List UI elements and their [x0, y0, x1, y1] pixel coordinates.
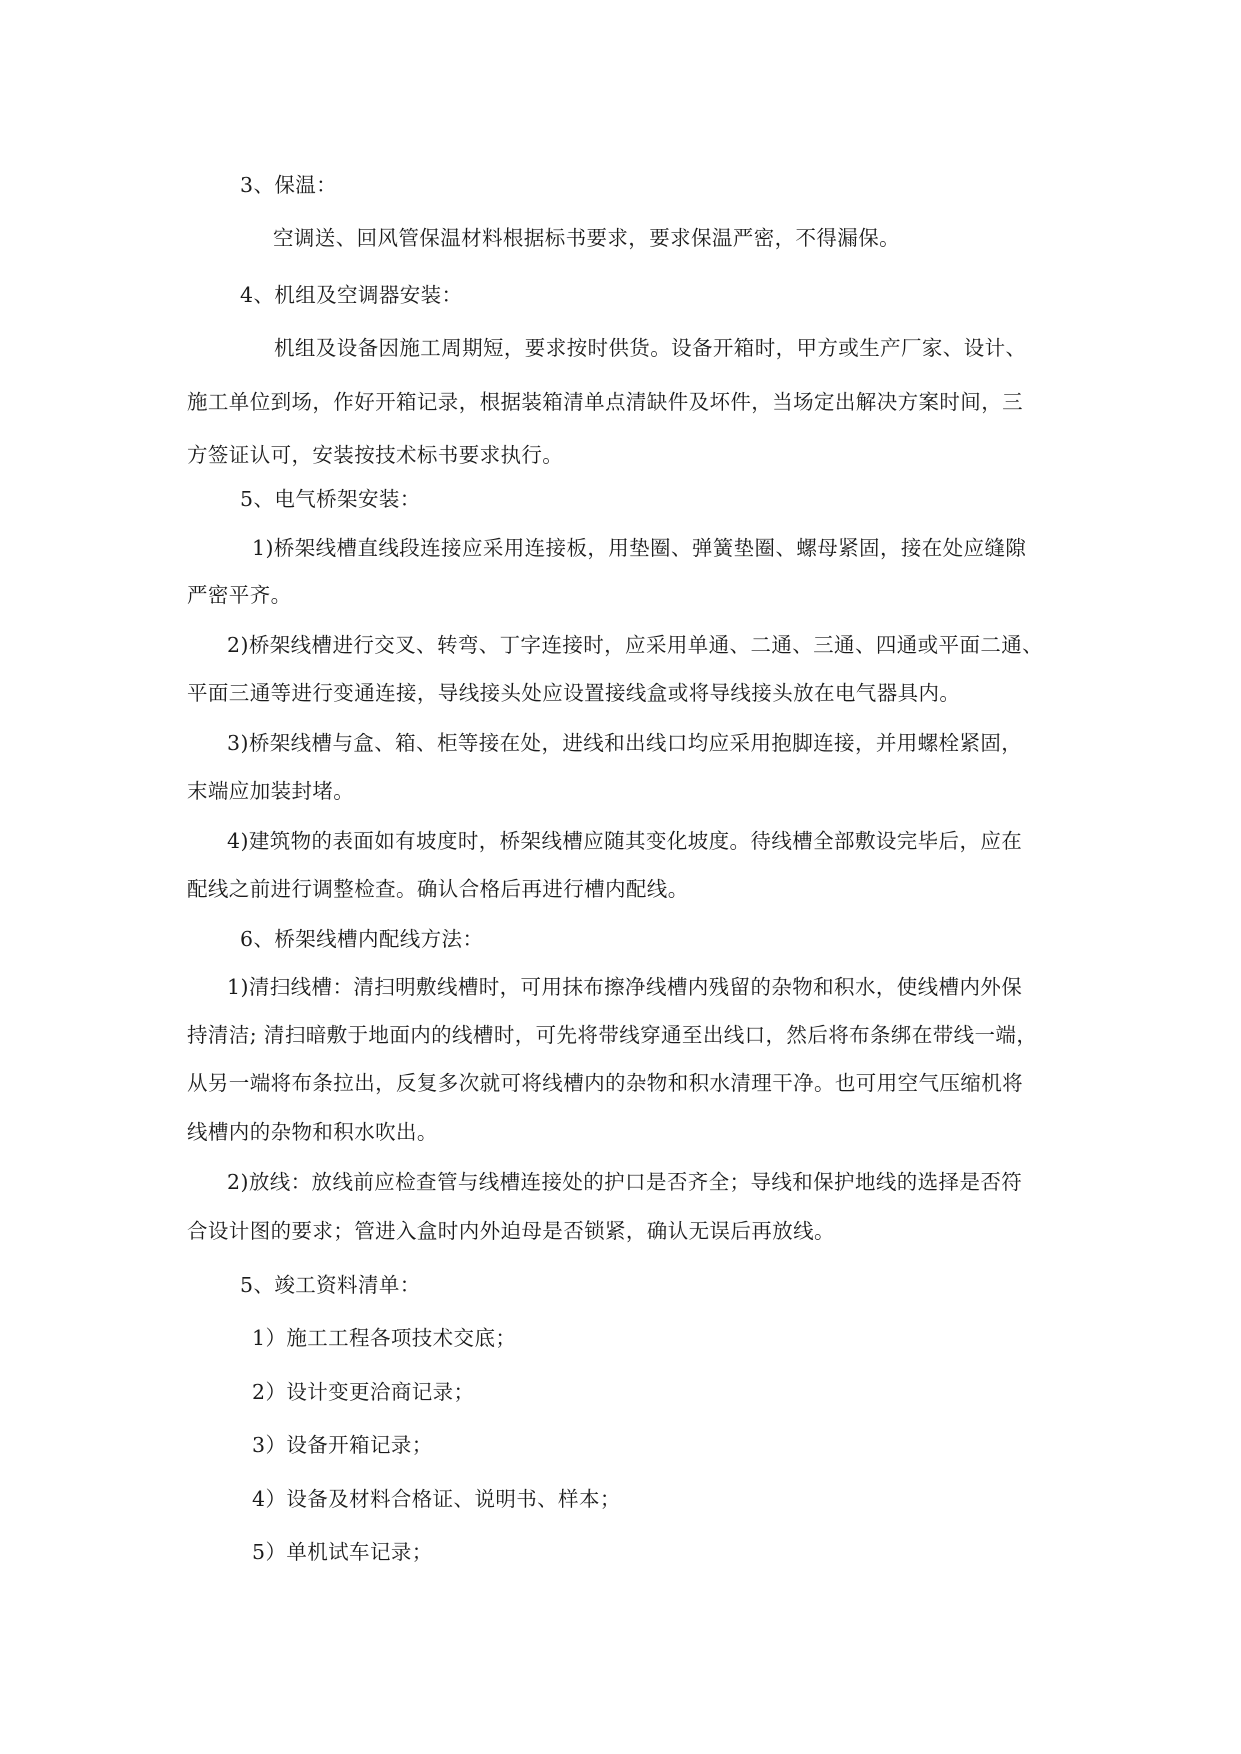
paragraph-line: 方签证认可，安装按技术标书要求执行。 [187, 443, 564, 467]
list-item: 2）设计变更洽商记录； [252, 1380, 475, 1404]
paragraph-line: 严密平齐。 [187, 583, 292, 607]
paragraph-line: 1)桥架线槽直线段连接应采用连接板，用垫圈、弹簧垫圈、螺母紧固，接在处应缝隙 [252, 536, 1027, 560]
list-item: 1）施工工程各项技术交底； [252, 1326, 517, 1350]
list-item: 5）单机试车记录； [252, 1540, 433, 1564]
list-item: 3）设备开箱记录； [252, 1433, 433, 1457]
section-heading: 5、竣工资料清单： [240, 1273, 421, 1297]
section-heading: 5、电气桥架安装： [240, 487, 421, 511]
paragraph-line: 末端应加装封堵。 [187, 779, 355, 803]
paragraph-line: 机组及设备因施工周期短，要求按时供货。设备开箱时，甲方或生产厂家、设计、 [274, 336, 1027, 360]
paragraph-line: 施工单位到场，作好开箱记录，根据装箱清单点清缺件及坏件，当场定出解决方案时间，三 [187, 390, 1023, 414]
paragraph-line: 合设计图的要求；管进入盒时内外迫母是否锁紧，确认无误后再放线。 [187, 1219, 835, 1243]
paragraph-line: 配线之前进行调整检查。确认合格后再进行槽内配线。 [187, 877, 689, 901]
section-heading: 6、桥架线槽内配线方法： [240, 927, 484, 951]
paragraph-line: 2)桥架线槽进行交叉、转弯、丁字连接时，应采用单通、二通、三通、四通或平面二通、 [227, 633, 1044, 657]
list-item: 4）设备及材料合格证、说明书、样本； [252, 1487, 621, 1511]
paragraph-line: 持清洁; 清扫暗敷于地面内的线槽时，可先将带线穿通至出线口，然后将布条绑在带线一端， [187, 1023, 1038, 1047]
paragraph-line: 从另一端将布条拉出，反复多次就可将线槽内的杂物和积水清理干净。也可用空气压缩机将 [187, 1071, 1023, 1095]
paragraph-line: 1)清扫线槽：清扫明敷线槽时，可用抹布擦净线槽内残留的杂物和积水，使线槽内外保 [227, 975, 1023, 999]
paragraph-line: 4)建筑物的表面如有坡度时，桥架线槽应随其变化坡度。待线槽全部敷设完毕后，应在 [227, 829, 1023, 853]
paragraph-line: 2)放线：放线前应检查管与线槽连接处的护口是否齐全；导线和保护地线的选择是否符 [227, 1170, 1023, 1194]
section-heading: 3、保温： [240, 173, 338, 197]
paragraph-line: 线槽内的杂物和积水吹出。 [187, 1120, 438, 1144]
section-heading: 4、机组及空调器安装： [240, 283, 463, 307]
paragraph-line: 3)桥架线槽与盒、箱、柜等接在处，进线和出线口均应采用抱脚连接，并用螺栓紧固， [227, 731, 1023, 755]
paragraph-line: 平面三通等进行变通连接，导线接头处应设置接线盒或将导线接头放在电气器具内。 [187, 681, 961, 705]
paragraph-line: 空调送、回风管保温材料根据标书要求，要求保温严密，不得漏保。 [273, 226, 900, 250]
